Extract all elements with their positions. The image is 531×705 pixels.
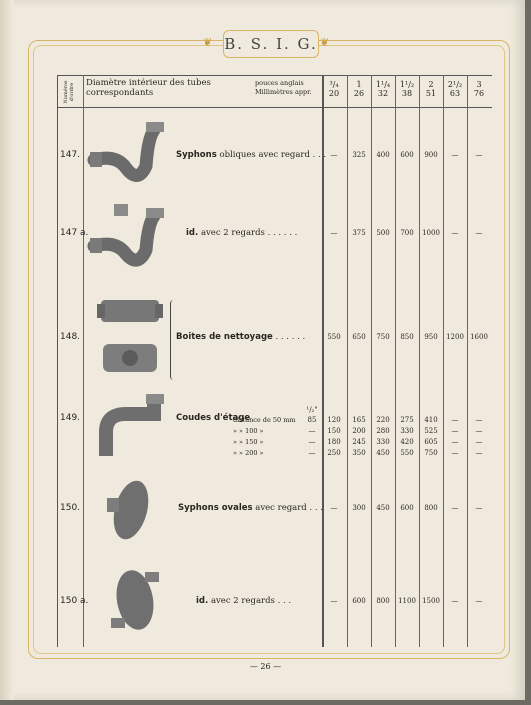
price-cell: 1100	[398, 597, 416, 605]
cleaning-box-illustration	[95, 292, 165, 387]
price-cell: 245	[352, 438, 366, 446]
price-cell: 325	[352, 151, 366, 159]
row-label-bold: Syphons ovales	[178, 503, 253, 513]
row-number: 149.	[60, 413, 81, 423]
price-cell: —	[475, 449, 483, 457]
size-column-header	[348, 80, 370, 98]
header-number-label: Numéros d'ordre	[63, 80, 75, 104]
price-cell: 1000	[422, 229, 440, 237]
price-cell: 600	[400, 504, 414, 512]
pipe-shape	[114, 204, 128, 216]
divider	[443, 75, 444, 647]
row-label-bold: id.	[186, 228, 199, 238]
divider	[347, 75, 348, 647]
oval-syphon-illustration	[105, 470, 160, 550]
row-label-rest: . . . . . .	[275, 332, 306, 342]
size-inch: 2	[428, 80, 434, 89]
price-cell: 330	[376, 438, 390, 446]
price-cell: 500	[376, 229, 390, 237]
distance-label: » » 150 »	[233, 438, 264, 446]
price-cell: 150	[327, 427, 341, 435]
price-cell: 300	[352, 504, 366, 512]
price-cell: —	[451, 504, 459, 512]
size-column-header	[444, 80, 466, 98]
divider	[467, 75, 468, 647]
row-label	[176, 332, 305, 342]
page-spine	[0, 0, 14, 700]
pipe-shape	[146, 122, 164, 132]
row-label	[186, 228, 297, 238]
price-cell: 1500	[422, 597, 440, 605]
distance-label: » » 100 »	[233, 427, 264, 435]
divider	[371, 75, 372, 647]
page-number: — 26 —	[249, 662, 282, 671]
size-inch: 1¹/₂	[399, 80, 415, 89]
pipe-shape	[90, 152, 102, 167]
price-cell: 450	[376, 449, 390, 457]
price-cell: 550	[400, 449, 414, 457]
size-column-header	[396, 80, 418, 98]
size-mm: 38	[401, 89, 413, 98]
price-cell: 850	[400, 333, 414, 341]
price-cell: 275	[400, 416, 414, 424]
pipe-shape	[111, 618, 125, 628]
row-label-rest: obliques avec regard . . .	[219, 150, 327, 160]
row-label-bold: Coudes d'étage	[176, 413, 251, 423]
header-units-mm: Millimètres appr.	[255, 88, 312, 96]
price-cell: —	[451, 597, 459, 605]
price-cell: 180	[327, 438, 341, 446]
row-label	[176, 150, 326, 160]
pipe-shape	[107, 498, 119, 512]
price-cell: 85	[307, 416, 317, 424]
header-units	[255, 79, 321, 97]
size-inch: 2¹/₂	[447, 80, 463, 89]
size-mm: 51	[425, 89, 437, 98]
size-column-header	[468, 80, 490, 98]
price-cell: 600	[352, 597, 366, 605]
price-cell: —	[475, 151, 483, 159]
price-cell: —	[330, 151, 338, 159]
price-cell: —	[475, 504, 483, 512]
price-cell: 220	[376, 416, 390, 424]
pipe-shape	[146, 394, 164, 404]
row-number: 150 a.	[60, 596, 89, 606]
price-cell: 200	[352, 427, 366, 435]
size-column-header	[372, 80, 394, 98]
page-title: B. S. I. G.	[224, 35, 318, 53]
price-cell: 950	[424, 333, 438, 341]
row-label	[196, 596, 291, 606]
size-column-header	[420, 80, 442, 98]
price-cell: —	[451, 449, 459, 457]
divider-sizes	[322, 75, 324, 647]
syphon-oblique-illustration	[86, 118, 176, 188]
price-cell: —	[330, 504, 338, 512]
size-inch: ³/₄	[329, 80, 339, 89]
pipe-shape	[122, 350, 138, 366]
ornament-left-icon: ❦	[203, 36, 213, 49]
price-cell: 750	[424, 449, 438, 457]
price-cell: 700	[400, 229, 414, 237]
oval-syphon-two-regards-illustration	[105, 560, 165, 640]
pipe-shape	[146, 208, 164, 218]
size-mm: 20	[328, 89, 340, 98]
price-cell: —	[451, 151, 459, 159]
divider	[395, 75, 396, 647]
size-mm: 63	[449, 89, 461, 98]
row-number: 147 a.	[60, 228, 89, 238]
row-label-rest: avec 2 regards . . .	[210, 596, 292, 606]
pipe-shape	[155, 304, 163, 318]
price-cell: 1200	[446, 333, 464, 341]
extra-column-header: ¹/₂"	[306, 406, 318, 414]
price-cell: 165	[352, 416, 366, 424]
size-inch: 1¹/₄	[375, 80, 391, 89]
header-diameter-label: Diamètre intérieur des tubes correspondants	[86, 78, 211, 98]
price-cell: 1600	[470, 333, 488, 341]
row-label-rest: avec regard . . .	[255, 503, 323, 513]
price-cell: —	[475, 597, 483, 605]
price-cell: —	[451, 416, 459, 424]
price-cell: 250	[327, 449, 341, 457]
syphon-two-regards-illustration	[86, 202, 176, 274]
header-plate	[223, 30, 319, 58]
price-cell: 330	[400, 427, 414, 435]
price-cell: —	[475, 438, 483, 446]
price-cell: —	[451, 229, 459, 237]
size-inch: 1	[356, 80, 362, 89]
row-label-bold: Syphons	[176, 150, 217, 160]
price-cell: 120	[327, 416, 341, 424]
price-cell: 650	[352, 333, 366, 341]
distance-label: distance de 50 mm	[233, 416, 296, 424]
pipe-shape	[97, 304, 105, 318]
row-label-rest: avec 2 regards . . . . . .	[200, 228, 298, 238]
size-inch: 3	[476, 80, 482, 89]
price-cell: 450	[376, 504, 390, 512]
price-cell: —	[475, 416, 483, 424]
price-cell: 800	[424, 504, 438, 512]
price-cell: 400	[376, 151, 390, 159]
price-cell: 410	[424, 416, 438, 424]
pipe-shape	[101, 300, 159, 322]
price-cell: —	[475, 427, 483, 435]
header-units-inch: pouces anglais	[255, 79, 304, 87]
price-cell: 900	[424, 151, 438, 159]
price-cell: 375	[352, 229, 366, 237]
distance-label: » » 200 »	[233, 449, 264, 457]
price-cell: 280	[376, 427, 390, 435]
price-cell: 420	[400, 438, 414, 446]
row-label-bold: Boites de nettoyage	[176, 332, 273, 342]
price-cell: 600	[400, 151, 414, 159]
price-cell: 550	[327, 333, 341, 341]
row-number: 147.	[60, 150, 81, 160]
price-cell: —	[475, 229, 483, 237]
row-number: 148.	[60, 332, 81, 342]
divider	[419, 75, 420, 647]
pipe-shape	[90, 238, 102, 253]
ornament-right-icon: ❦	[320, 36, 330, 49]
size-mm: 26	[353, 89, 365, 98]
price-cell: —	[330, 597, 338, 605]
price-cell: 800	[376, 597, 390, 605]
price-cell: —	[451, 438, 459, 446]
price-cell: —	[330, 229, 338, 237]
price-cell: —	[451, 427, 459, 435]
price-cell: 605	[424, 438, 438, 446]
price-cell: —	[308, 438, 316, 446]
divider-num	[83, 75, 84, 647]
row-label	[178, 503, 323, 513]
floor-bend-illustration	[92, 392, 172, 460]
price-cell: 750	[376, 333, 390, 341]
pipe-shape	[145, 572, 159, 582]
row-number: 150.	[60, 503, 81, 513]
price-cell: —	[308, 427, 316, 435]
size-column-header	[323, 80, 345, 98]
size-mm: 76	[473, 89, 485, 98]
size-mm: 32	[377, 89, 389, 98]
price-cell: —	[308, 449, 316, 457]
row-label-bold: id.	[196, 596, 209, 606]
price-cell: 525	[424, 427, 438, 435]
price-cell: 350	[352, 449, 366, 457]
